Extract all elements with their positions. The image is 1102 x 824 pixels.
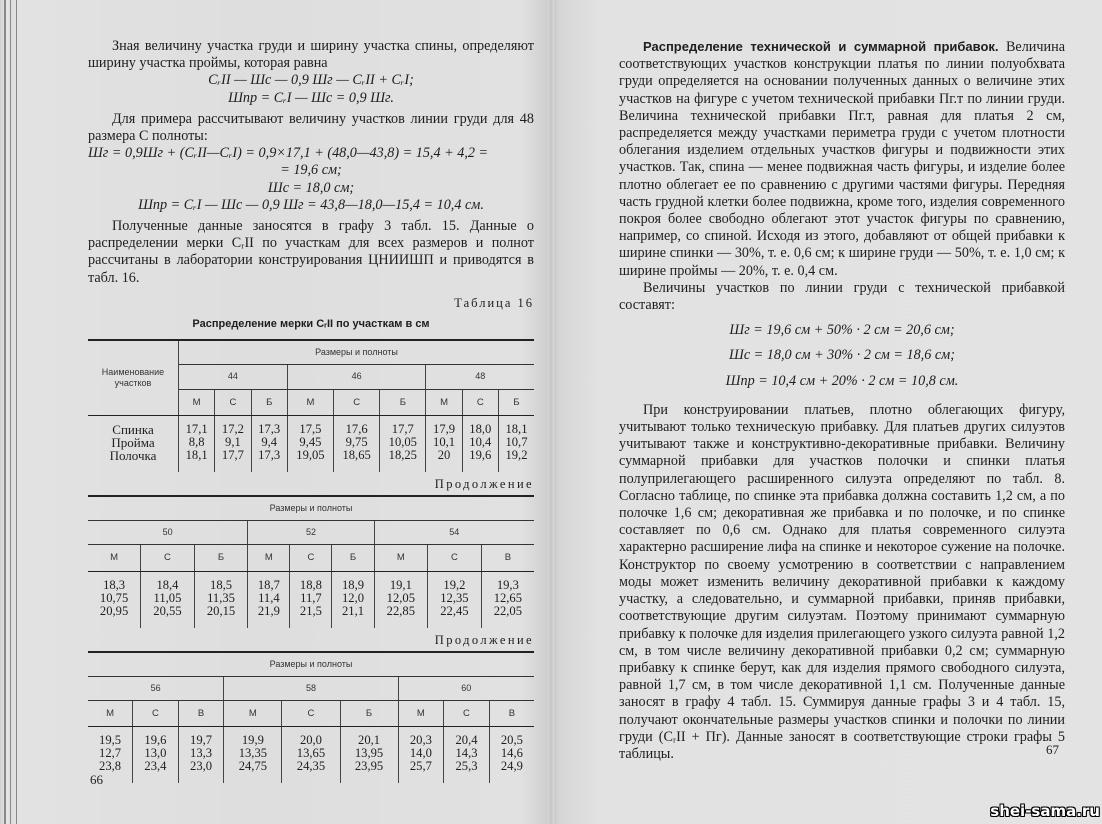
cell-value: 20,55 <box>153 603 182 618</box>
row-name: Пройма <box>111 434 155 450</box>
table-cell <box>224 727 282 784</box>
fullness-header: М <box>374 545 428 571</box>
formula: Шc = 18,0 см; <box>267 179 355 196</box>
page-number: 67 <box>1046 742 1059 757</box>
left-page <box>88 38 534 783</box>
fullness-header: М <box>398 701 444 727</box>
cell-value: 17,9 <box>433 421 456 436</box>
table-cell <box>428 571 482 628</box>
paragraph: Полученные данные заносятся в графу 3 табл. 15. Данные о распределении мерки CᵣII по участкам для всех размеров и полнот рассчитаны в лаборатории конструирования ЦНИИШП и приводятся в табл. 16. <box>88 218 534 286</box>
cell-value: 17,7 <box>221 447 244 462</box>
size-header: 50 <box>88 521 248 545</box>
size-header: 48 <box>426 365 534 389</box>
cell-value: 12,05 <box>386 590 416 605</box>
right-page <box>619 38 1065 763</box>
continuation-label: Продолжение <box>434 632 534 647</box>
column-header-name: Наименование участков <box>88 340 179 415</box>
formula: CᵣII — Шc — 0,9 Шг — CᵣII + CᵣI; <box>208 72 414 89</box>
cell-value: 10,1 <box>433 434 456 449</box>
fullness-header: С <box>444 701 490 727</box>
cell-value: 18,9 <box>342 577 365 592</box>
cell-value: 21,9 <box>257 603 280 618</box>
table-cell <box>340 727 398 784</box>
table-cell <box>380 415 426 472</box>
cell-value: 13,35 <box>238 746 268 761</box>
cell-value: 19,1 <box>389 577 412 592</box>
cell-value: 19,6 <box>144 733 167 748</box>
cell-value: 19,2 <box>505 447 528 462</box>
cell-value: 19,6 <box>469 447 492 462</box>
cell-value: 18,1 <box>505 421 528 436</box>
fullness-header: М <box>88 701 133 727</box>
fullness-header: С <box>462 389 498 415</box>
row-name: Полочка <box>109 447 157 463</box>
formula: Шc = 18,0 см + 30% · 2 см = 18,6 см; <box>729 347 955 364</box>
table-cell <box>332 571 374 628</box>
cell-value: 20 <box>437 447 451 462</box>
cell-value: 20,4 <box>455 733 478 748</box>
cell-value: 23,0 <box>190 759 213 774</box>
table-cell <box>179 415 215 472</box>
cell-value: 21,1 <box>342 603 365 618</box>
cell-value: 19,9 <box>241 733 264 748</box>
cell-value: 20,1 <box>358 733 381 748</box>
cell-value: 18,25 <box>388 447 417 462</box>
cell-value: 10,7 <box>505 434 528 449</box>
cell-value: 20,95 <box>99 603 129 618</box>
table-row <box>88 571 534 628</box>
cell-value: 10,05 <box>388 434 417 449</box>
cell-value: 17,1 <box>185 421 208 436</box>
group-header: Размеры и полноты <box>88 496 534 521</box>
cell-value: 23,8 <box>99 759 122 774</box>
paragraph: При конструировании платьев, плотно облегающих фигуру, учитывают только техническую прибавку. Для платьев других силуэтов учитывают также и конструктивно-декоративные прибавки. Величину суммарной прибавки для участков полочки и спинки платья полуприлегающего расширенного силуэта определяют по табл. 8. Согласно таблице, по спинке эта прибавка должна составить 1,2 см, а по полочке 1,6 см; декоративная же прибавка и по полочке, и по спинке составляет по 0,6 см. Однако для платья современного силуэта характерно расширение лифа на спинке и некоторое сужение на полочке. Конструктор по своему усмотрению в соответствии с направлением моды может изменить величину декоративной прибавки к каждому участку, а следовательно, и суммарной прибавки, приняв прибавки, соответствующие другим силуэтам. Поэтому принимают суммарную прибавку к полочке для изделия прилегающего узкого силуэта равной 1,2 см, в том числе величину декоративной прибавки 0,2 см; суммарную прибавку к спинке берут, как для изделия прямого свободного силуэта, равной 1,7 см, в том числе декоративной 1,1 см. Полученные данные заносят в графу 4 табл. 15. Суммируя данные графы 3 и 4 табл. 15, получают окончательные размеры участков спинки и полочки по линии груди (CᵣII + Пг). Данные заносят в соответствующие строки графы 5 таблицы. <box>619 401 1065 762</box>
cell-value: 14,6 <box>500 746 523 761</box>
cell-value: 18,5 <box>210 577 233 592</box>
cell-value: 19,3 <box>496 577 519 592</box>
cell-value: 11,7 <box>300 590 322 605</box>
fullness-header: М <box>287 389 333 415</box>
cell-value: 22,85 <box>386 603 416 618</box>
table-number: Таблица 16 <box>454 295 534 310</box>
paragraph-text: Величина соответствующих участков конструкции платья по линии полуобхвата груди определяется на основании полученных данных о величине этих участков на фигуре с учетом технической прибавки Пг.т по линии груди. Величина технической прибавки Пг.т, равная для платья 2 см, распределяется между участками периметра груди с учетом плотности облегания изделием отдельных участков фигуры и подвижности этих участков. Так, спина — менее подвижная часть фигуры, и изделие более плотно облегает ее по сравнению с другими частями фигуры. Передняя часть грудной клетки более подвижна, кроме того, изделия современного покроя более свободно облегают этот участок фигуры по сравнению, например, со спиной. Исходя из этого, добавляют от общей прибавки к ширине спинки — 30%, т. е. 0,6 см; к ширине груди — 50%, т. е. 1,0 см; к ширине проймы — 20%, т. е. 0,4 см. <box>619 39 1065 279</box>
formula: Шг = 0,9Шг + (CᵣII—CᵣI) = 0,9×17,1 + (48,0—43,8) = 15,4 + 4,2 = <box>88 145 489 162</box>
table-row <box>88 727 534 784</box>
cell-value: 25,3 <box>455 759 478 774</box>
cell-value: 11,35 <box>207 590 235 605</box>
cell-value: 9,1 <box>225 434 241 449</box>
fullness-header: М <box>248 545 290 571</box>
cell-value: 9,4 <box>261 434 278 449</box>
fullness-header: Б <box>380 389 426 415</box>
paragraph <box>619 38 1065 280</box>
group-header: Размеры и полноты <box>88 652 534 677</box>
paragraph: Зная величину участка груди и ширину участка спины, определяют ширину участка проймы, которая равна <box>88 38 534 72</box>
table-cell <box>248 571 290 628</box>
table-cell <box>88 571 141 628</box>
cell-value: 18,7 <box>257 577 280 592</box>
fullness-header: С <box>282 701 340 727</box>
cell-value: 17,7 <box>391 421 414 436</box>
fullness-header: М <box>224 701 282 727</box>
fullness-header: С <box>215 389 251 415</box>
cell-value: 18,3 <box>103 577 126 592</box>
page-edge <box>16 0 17 824</box>
cell-value: 24,75 <box>238 759 268 774</box>
cell-value: 12,7 <box>99 746 122 761</box>
table-cell <box>141 571 195 628</box>
cell-value: 13,0 <box>144 746 167 761</box>
fullness-header: М <box>88 545 141 571</box>
table-cell <box>282 727 340 784</box>
size-header: 60 <box>398 677 534 701</box>
cell-value: 14,3 <box>455 746 478 761</box>
fullness-header: М <box>426 389 462 415</box>
table-cell <box>133 727 179 784</box>
cell-value: 17,3 <box>258 447 281 462</box>
fullness-header: Б <box>340 701 398 727</box>
cell-value: 17,6 <box>345 421 368 436</box>
fullness-header: Б <box>332 545 374 571</box>
cell-value: 25,7 <box>409 759 432 774</box>
watermark: shei-sama.ru <box>990 802 1100 820</box>
data-table-part-3 <box>88 651 534 784</box>
continuation-label: Продолжение <box>434 476 534 491</box>
cell-value: 19,2 <box>443 577 466 592</box>
cell-value: 22,45 <box>440 603 469 618</box>
fullness-header: Б <box>194 545 248 571</box>
size-header: 56 <box>88 677 224 701</box>
cell-value: 9,45 <box>299 434 322 449</box>
cell-value: 9,75 <box>345 434 368 449</box>
formula: Шпр = CᵣI — Шc — 0,9 Шг = 43,8—18,0—15,4 = 10,4 см. <box>138 196 484 213</box>
cell-value: 24,35 <box>296 759 326 774</box>
fullness-header: С <box>141 545 195 571</box>
table-cell <box>215 415 251 472</box>
size-header: 44 <box>179 365 288 389</box>
cell-value: 13,95 <box>354 746 384 761</box>
size-header: 54 <box>374 521 534 545</box>
table-cell <box>287 415 333 472</box>
cell-value: 18,1 <box>185 447 208 462</box>
cell-value: 20,3 <box>409 733 432 748</box>
fullness-header: С <box>133 701 179 727</box>
table-cell <box>444 727 490 784</box>
table-cell <box>251 415 287 472</box>
table-cell <box>462 415 498 472</box>
cell-value: 20,0 <box>299 733 322 748</box>
size-header: 46 <box>287 365 426 389</box>
cell-value: 12,35 <box>440 590 469 605</box>
cell-value: 13,3 <box>190 746 213 761</box>
cell-value: 10,4 <box>469 434 492 449</box>
cell-value: 20,15 <box>206 603 236 618</box>
row-names-cell <box>88 415 179 472</box>
formula: Шг = 19,6 см + 50% · 2 см = 20,6 см; <box>729 322 955 339</box>
cell-value: 19,5 <box>99 733 122 748</box>
cell-value: 10,75 <box>99 590 129 605</box>
table-cell <box>498 415 534 472</box>
data-table-part-1 <box>88 339 534 472</box>
table-cell <box>178 727 224 784</box>
fullness-header: С <box>428 545 482 571</box>
table-cell <box>194 571 248 628</box>
page-edge <box>4 0 6 824</box>
size-header: 52 <box>248 521 374 545</box>
book-gutter <box>548 0 554 824</box>
table-cell <box>489 727 534 784</box>
fullness-header: С <box>334 389 380 415</box>
row-name: Спинка <box>112 421 154 437</box>
page-number: 66 <box>90 772 103 787</box>
fullness-header: В <box>178 701 224 727</box>
cell-value: 21,5 <box>299 603 322 618</box>
formula: = 19,6 см; <box>280 162 342 179</box>
formula: Шпр = CᵣI — Шc = 0,9 Шг. <box>228 89 394 106</box>
cell-value: 23,4 <box>144 759 167 774</box>
cell-value: 19,05 <box>296 447 325 462</box>
table-cell <box>290 571 332 628</box>
cell-value: 18,8 <box>299 577 322 592</box>
section-heading: Распределение технической и суммарной прибавок. <box>643 39 999 54</box>
table-cell <box>334 415 380 472</box>
fullness-header: В <box>481 545 534 571</box>
page-edge <box>10 0 11 824</box>
table-cell <box>374 571 428 628</box>
cell-value: 14,0 <box>409 746 432 761</box>
cell-value: 17,2 <box>221 421 244 436</box>
cell-value: 18,65 <box>342 447 371 462</box>
size-header: 58 <box>224 677 398 701</box>
cell-value: 13,65 <box>296 746 326 761</box>
table-cell <box>398 727 444 784</box>
data-table-part-2 <box>88 495 534 628</box>
table-cell <box>481 571 534 628</box>
cell-value: 19,7 <box>190 733 213 748</box>
fullness-header: Б <box>251 389 287 415</box>
cell-value: 23,95 <box>354 759 384 774</box>
cell-value: 8,8 <box>188 434 205 449</box>
cell-value: 18,0 <box>469 421 492 436</box>
table-row <box>88 415 534 472</box>
cell-value: 22,05 <box>493 603 523 618</box>
cell-value: 18,4 <box>156 577 179 592</box>
cell-value: 24,9 <box>500 759 523 774</box>
cell-value: 20,5 <box>500 733 523 748</box>
fullness-header: В <box>489 701 534 727</box>
cell-value: 11,05 <box>153 590 182 605</box>
fullness-header: С <box>290 545 332 571</box>
fullness-header: Б <box>498 389 534 415</box>
cell-value: 12,0 <box>342 590 365 605</box>
paragraph: Величины участков по линии груди с технической прибавкой составят: <box>619 279 1065 314</box>
fullness-header: М <box>179 389 215 415</box>
table-cell <box>426 415 462 472</box>
cell-value: 12,65 <box>493 590 523 605</box>
cell-value: 11,4 <box>258 590 280 605</box>
cell-value: 17,5 <box>299 421 322 436</box>
paragraph: Для примера рассчитывают величину участков линии груди для 48 размера С полноты: <box>88 110 534 145</box>
formula: Шпр = 10,4 см + 20% · 2 см = 10,8 см. <box>725 372 959 389</box>
cell-value: 17,3 <box>258 421 281 436</box>
table-title: Распределение мерки CᵣII по участкам в см <box>192 318 430 331</box>
group-header: Размеры и полноты <box>179 340 535 365</box>
